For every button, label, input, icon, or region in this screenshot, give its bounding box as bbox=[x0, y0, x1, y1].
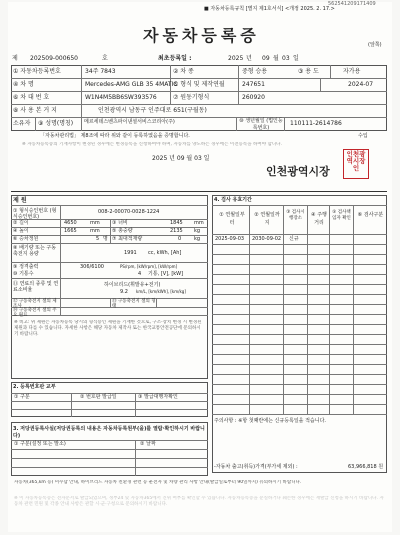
reg-number-value: 34주 7843 bbox=[85, 68, 116, 75]
battery-maker-label: ⑫ 구동축전지 셀의 제조사 bbox=[13, 299, 57, 310]
ho-label: 호 bbox=[102, 55, 108, 62]
insp-col-place: ③ 검사시행장소 bbox=[286, 210, 305, 222]
vin-value: W1N4M5BB6SW393576 bbox=[85, 94, 157, 101]
insp-col-mileage: ④ 주행거리 bbox=[311, 212, 327, 226]
rated-output-value: 306/6100 bbox=[80, 264, 104, 270]
owner-label: 소유자 bbox=[13, 120, 31, 127]
width-label: ③ 너비 bbox=[112, 220, 128, 226]
max-load-unit: kg bbox=[194, 236, 201, 242]
battery-material-label: ⑭ 구동축전지 셀의 주요 원료 bbox=[13, 308, 57, 319]
width-value: 1845 bbox=[170, 220, 183, 226]
model-label: ④ 차 명 bbox=[13, 81, 34, 88]
length-value: 4650 bbox=[64, 220, 77, 226]
usage-value: 자가용 bbox=[343, 68, 361, 75]
seats-label: ⑥ 승차정원 bbox=[13, 236, 39, 242]
receipt-label: 수입 bbox=[358, 133, 368, 139]
fuel-label: ⑪ 연료의 종류 및 연료소비율 bbox=[13, 281, 59, 294]
length-unit: mm bbox=[90, 220, 100, 226]
first-reg-year: 2025 bbox=[228, 55, 244, 62]
footer-note: 자동차(365,km 등) 미수납 안내, 하이브리드 자동차 친환경 관련 등 운전자 및 차량 관리 사항 안내(발급일로부터 90일까지) 유의하시기 바랍니다. bbox=[14, 480, 302, 485]
first-reg-day: 03 bbox=[282, 55, 290, 62]
mortgage-col-type: ① 구분(설정 또는 말소) bbox=[14, 441, 66, 447]
price-label: -자동차 출고(취득)가격(부가세 제외) : bbox=[214, 464, 298, 470]
max-load-value: 0 bbox=[178, 236, 182, 242]
displacement-label: ⑧ 배기량 또는 구동축전지 용량 bbox=[13, 245, 57, 258]
birth-label: ⑩ 생년월일 (법인등록번호) bbox=[239, 118, 283, 131]
base-address-label: ⑧ 사 용 본 거 지 bbox=[13, 107, 57, 114]
month-unit: 월 bbox=[273, 55, 279, 62]
model-value: Mercedes-AMG GLB 35 4MATIC bbox=[85, 81, 178, 88]
approval-no-value: 008-2-00070-0028-1224 bbox=[98, 209, 160, 215]
vehicle-type-label: ② 차 종 bbox=[173, 68, 194, 75]
first-reg-label: 최초등록일 : bbox=[158, 55, 192, 62]
seats-unit: 명 bbox=[103, 236, 108, 242]
issuer-name: 인천광역시장 bbox=[266, 165, 330, 178]
gross-weight-value: 2135 bbox=[170, 228, 183, 234]
height-value: 1665 bbox=[64, 228, 77, 234]
insp-col-from: ① 연월일부터 bbox=[219, 212, 245, 226]
insp-row1-place: 신규 bbox=[289, 236, 299, 242]
day-unit: 일 bbox=[293, 55, 299, 62]
owner-name-label: ⑨ 성명(명칭) bbox=[38, 120, 74, 127]
page-mark: (앞쪽) bbox=[368, 42, 382, 48]
plate-col-type: ① 구분 bbox=[14, 394, 30, 400]
cylinders-unit: 기통, [V], [kW] bbox=[148, 271, 184, 277]
owner-name-value: 메르세데스벤츠파이낸셜서비스코리아(주) bbox=[84, 119, 175, 125]
type-value: 247651 bbox=[242, 81, 265, 88]
document-title: 자동차등록증 bbox=[143, 26, 260, 45]
insp-col-to: ② 연월일까지 bbox=[254, 212, 280, 226]
section4-header: 4. 검사 유효기간 bbox=[214, 197, 252, 203]
first-reg-month: 09 bbox=[262, 55, 270, 62]
type-date-label: ⑤ 형식 및 제작연월 bbox=[173, 81, 225, 88]
spec-notes: ※ 비고: 위 제원은 자동차등록 당시의 형식승인 제원을 기재한 것으로, 구조·장치 변경 시 변경된 제원과 다를 수 있습니다. 자세한 사항은 해당 자동차 제작사 또는 한국교통안전공단에 문의하시기 바랍니다. bbox=[14, 320, 202, 338]
cylinders-value: 4 bbox=[138, 271, 142, 277]
official-seal: 인천광 역시장 인 bbox=[343, 149, 369, 179]
form-code: ■ 자동차등록규칙 [별지 제1호서식] <개정 2025. 2. 17.> bbox=[204, 6, 335, 12]
engine-type-label: ⑦ 원동기형식 bbox=[173, 94, 210, 101]
birth-value: 110111-2614786 bbox=[290, 120, 342, 127]
base-address-value: 인천광역시 남동구 인주대로 651(구월동) bbox=[98, 107, 207, 114]
issue-date: 2025 년 09 월 03 일 bbox=[152, 155, 210, 162]
vin-label: ⑥ 차 대 번 호 bbox=[13, 94, 50, 101]
vehicle-type-value: 중형 승용 bbox=[242, 68, 268, 75]
fuel-type-value: 하이브리드(휘발유+전기) bbox=[104, 282, 161, 288]
seats-value: 5 bbox=[96, 236, 100, 242]
registration-no: 202509-000650 bbox=[30, 55, 78, 62]
insp-row1-from: 2025-09-03 bbox=[215, 236, 245, 242]
registration-certificate: ■ 자동차등록규칙 [별지 제1호서식] <개정 2025. 2. 17.> 562541209171409 (앞쪽) 자동차등록증 제 202509-000650 호 최초등록일 : 2025 년 09 월 03 일 ① 자동차등록번호 34주 7843 ② 차 종 중형 승용 ③ 용 도 자가용 ④ 차 명 Mercedes-AMG GLB 35 4MATIC ⑤ 형식 및 제작연월 247651 2024-07 ⑥ 차 대 번 호 W1N4M5BB6SW393576 ⑦ 원동기형식 260920 ⑧ 사 용 본 거 지 인천광역시 남동구 인주대로 651(구월동) 소유자 ⑨ 성명(명칭) 메르세데스벤츠파이낸셜서비스코리아(주) ⑩ 생년월일 (법인등록번호) 110111-2614786 「자동차관리법」 제8조에 따라 위와 같이 등록하였음을 증명합니다. 수입 ※ 자동차등록증의 기재사항이 변경된 경우에는 변경등록을 신청하여야 하며, 자동차를 양도하는 경우에는 이전등록을 하여야 합니다. 2025 년 09 월 03 일 인천광역시장 인천광 역시장 인 제 원 ① 형식승인번호 (형식승인번호) 008-2-00070-0028-1224 ② 길이 4650 mm ③ 너비 1845 mm ④ 높이 1665 mm ⑤ 총중량 2135 kg ⑥ 승차정원 5 명 ⑦ 최대적재량 0 kg ⑧ 배기량 또는 구동축전지 용량 1991 cc, kWh, [Ah] ⑨ 정격출력 306/6100 PS/rpm, [kW/rpm], [kW/rpm] ⑩ 기통수 4 기통, [V], [kW] ⑪ 연료의 종류 및 연료소비율 하이브리드(휘발유+전기) 9.2 km/L, [km/kWh], [km/kg] ⑫ 구동축전지 셀의 제조사 ⑬ 구동축전지 셀의 형태 ⑭ 구동축전지 셀의 주요 원료 ※ 비고: 위 제원은 자동차등록 당시의 형식승인 제원을 기재한 것으로, 구조·장치 변경 시 변경된 제원과 다를 수 있습니다. 자세한 사항은 해당 자동차 제작사 또는 한국교통안전공단에 문의하시기 바랍니다. 2. 등록번호판 교부 ① 구분 ② 번호판 발급일 ③ 발급대행자확인 3. 저당권등록사실(저당권등록의 내용은 자동차등록원부(을)를 열람·확인하시기 바랍니다) ① 구분(설정 또는 말소) ② 날짜 4. 검사 유효기간 ① 연월일부터 ② 연월일까지 ③ 검사시행장소 ④ 주행거리 ⑤ 검사책임자 확인 ⑥ 검사구분 2025-09-03 2030-09-02 신규 주의사항 : ※항 첫째란에는 신규등록일을 적습니다. -자동차 출고(취득)가격(부가세 제외) : 63,966,818 원 자동차(365,km 등) 미수납 안내, 하이브리드 자동차 친환경 관련 등 운전자 및 차량 관리 사항 안내(발급일로부터 90일까지) 유의하시기 바랍니다. ※ 이 자동차등록증은 전자문서로 발급되었으며, 정부24 및 자동차365에서 진위 여부를 확인할 수 있습니다. 자동차등록증을 분실하거나 훼손한 경우에는 재발급 신청을 하시기 바랍니다. 자동차 관련 민원 및 각종 안내 사항은 관할 시·군·구청으로 문의하시기 바랍니다. bbox=[8, 2, 392, 532]
plate-col-agent: ③ 발급대행자확인 bbox=[138, 394, 178, 400]
mortgage-col-date: ② 날짜 bbox=[140, 441, 156, 447]
year-unit: 년 bbox=[246, 55, 252, 62]
battery-form-label: ⑬ 구동축전지 셀의 형태 bbox=[112, 299, 156, 310]
approval-no-label: ① 형식승인번호 (형식승인번호) bbox=[13, 208, 57, 221]
length-label: ② 길이 bbox=[13, 220, 29, 226]
engine-type-value: 260920 bbox=[242, 94, 265, 101]
insp-col-type: ⑥ 검사구분 bbox=[357, 212, 384, 218]
max-load-label: ⑦ 최대적재량 bbox=[112, 236, 143, 242]
gross-weight-label: ⑤ 총중량 bbox=[112, 228, 133, 234]
usage-label: ③ 용 도 bbox=[298, 68, 319, 75]
insp-col-officer: ⑤ 검사책임자 확인 bbox=[332, 210, 351, 222]
rated-output-unit: PS/rpm, [kW/rpm], [kW/rpm] bbox=[120, 264, 178, 269]
statement-text: 「자동차관리법」 제8조에 따라 위와 같이 등록하였음을 증명합니다. bbox=[40, 133, 190, 139]
cylinders-label: ⑩ 기통수 bbox=[13, 271, 34, 277]
displacement-value: 1991 bbox=[124, 250, 137, 256]
height-unit: mm bbox=[90, 228, 100, 234]
height-label: ④ 높이 bbox=[13, 228, 29, 234]
manufacture-date: 2024-07 bbox=[348, 81, 374, 88]
section2-header: 2. 등록번호판 교부 bbox=[13, 384, 56, 390]
width-unit: mm bbox=[194, 220, 204, 226]
plate-col-date: ② 번호판 발급일 bbox=[80, 394, 117, 400]
gross-weight-unit: kg bbox=[194, 228, 201, 234]
section3-header: 3. 저당권등록사실(저당권등록의 내용은 자동차등록원부(을)를 열람·확인하시기 바랍니다) bbox=[13, 426, 205, 439]
price-value: 63,966,818 원 bbox=[348, 464, 384, 470]
rated-output-label: ⑨ 정격출력 bbox=[13, 264, 39, 270]
reg-number-label: ① 자동차등록번호 bbox=[13, 68, 61, 75]
serial-number: 562541209171409 bbox=[328, 1, 376, 7]
fuel-efficiency-unit: km/L, [km/kWh], [km/kg] bbox=[136, 289, 186, 294]
inspection-note: 주의사항 : ※항 첫째란에는 신규등록일을 적습니다. bbox=[214, 418, 327, 424]
displacement-unit: cc, kWh, [Ah] bbox=[148, 250, 182, 256]
fuel-efficiency-value: 9.2 bbox=[120, 289, 128, 295]
insp-row1-to: 2030-09-02 bbox=[252, 236, 282, 242]
spec-header: 제 원 bbox=[13, 197, 27, 204]
no-label: 제 bbox=[12, 55, 18, 62]
